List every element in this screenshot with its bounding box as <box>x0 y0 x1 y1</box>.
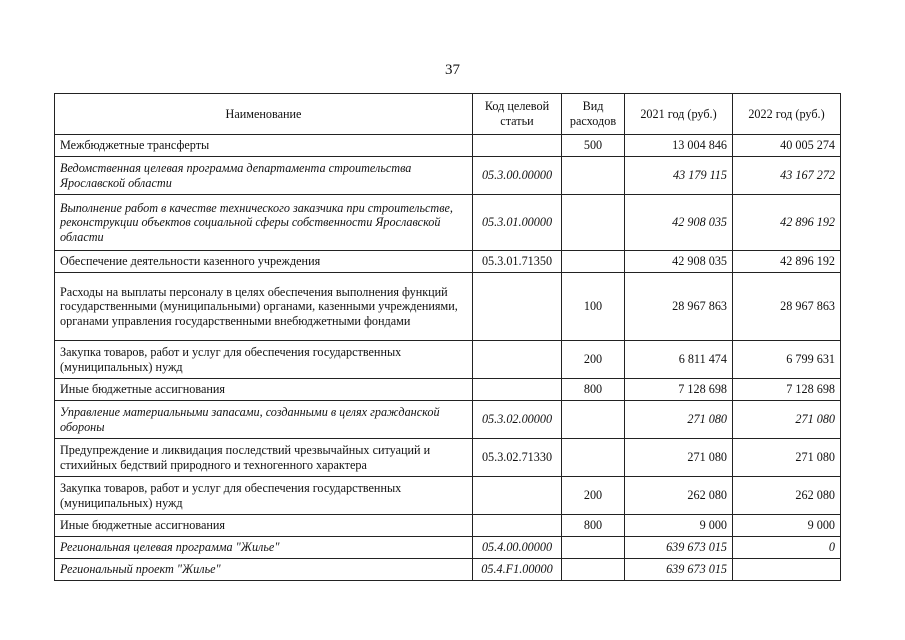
row-kind <box>562 157 625 195</box>
table-header-row <box>55 94 841 135</box>
row-code <box>473 379 562 401</box>
header-kind: Вид расходов <box>562 94 625 135</box>
row-2021: 42 908 035 <box>625 251 733 273</box>
row-2021: 28 967 863 <box>625 273 733 341</box>
table-row <box>55 135 841 157</box>
row-2022: 271 080 <box>733 401 841 439</box>
row-2021: 6 811 474 <box>625 341 733 379</box>
row-2021: 271 080 <box>625 439 733 477</box>
row-2022: 0 <box>733 537 841 559</box>
row-kind: 200 <box>562 477 625 515</box>
row-code: 05.3.02.00000 <box>473 401 562 439</box>
table-row <box>55 379 841 401</box>
row-name: Иные бюджетные ассигнования <box>55 515 473 537</box>
row-2021: 42 908 035 <box>625 195 733 251</box>
header-2021: 2021 год (руб.) <box>625 94 733 135</box>
page-number: 37 <box>445 62 460 78</box>
row-kind <box>562 537 625 559</box>
row-name: Ведомственная целевая программа департамента строительства Ярославской области <box>55 157 473 195</box>
row-code <box>473 515 562 537</box>
row-kind <box>562 251 625 273</box>
row-name: Предупреждение и ликвидация последствий чрезвычайных ситуаций и стихийных бедствий природного и техногенного характера <box>55 439 473 477</box>
row-kind: 500 <box>562 135 625 157</box>
row-code <box>473 477 562 515</box>
row-code: 05.3.00.00000 <box>473 157 562 195</box>
row-2021: 262 080 <box>625 477 733 515</box>
row-2021: 639 673 015 <box>625 559 733 581</box>
row-code <box>473 341 562 379</box>
table-row <box>55 157 841 195</box>
row-code: 05.4.00.00000 <box>473 537 562 559</box>
row-2022: 271 080 <box>733 439 841 477</box>
table-row <box>55 273 841 341</box>
row-2022: 6 799 631 <box>733 341 841 379</box>
row-kind <box>562 559 625 581</box>
row-2022 <box>733 559 841 581</box>
row-name: Закупка товаров, работ и услуг для обеспечения государственных (муниципальных) нужд <box>55 341 473 379</box>
row-2021: 43 179 115 <box>625 157 733 195</box>
table-row <box>55 195 841 251</box>
row-2022: 28 967 863 <box>733 273 841 341</box>
row-code: 05.3.01.71350 <box>473 251 562 273</box>
budget-table <box>54 93 841 581</box>
row-name: Выполнение работ в качестве технического заказчика при строительстве, реконструкции объектов социальной сферы собственности Ярославской области <box>55 195 473 251</box>
row-2022: 262 080 <box>733 477 841 515</box>
table-row <box>55 515 841 537</box>
table-row <box>55 401 841 439</box>
row-name: Закупка товаров, работ и услуг для обеспечения государственных (муниципальных) нужд <box>55 477 473 515</box>
row-code <box>473 135 562 157</box>
row-2021: 7 128 698 <box>625 379 733 401</box>
row-kind <box>562 401 625 439</box>
row-2021: 9 000 <box>625 515 733 537</box>
row-code: 05.3.02.71330 <box>473 439 562 477</box>
row-2021: 639 673 015 <box>625 537 733 559</box>
row-code: 05.3.01.00000 <box>473 195 562 251</box>
header-code: Код целевой статьи <box>473 94 562 135</box>
header-name: Наименование <box>55 94 473 135</box>
table-row <box>55 477 841 515</box>
row-name: Управление материальными запасами, созданными в целях гражданской обороны <box>55 401 473 439</box>
row-kind <box>562 195 625 251</box>
row-2022: 43 167 272 <box>733 157 841 195</box>
row-code <box>473 273 562 341</box>
table-row <box>55 341 841 379</box>
table-row <box>55 251 841 273</box>
row-2022: 40 005 274 <box>733 135 841 157</box>
row-name: Межбюджетные трансферты <box>55 135 473 157</box>
row-name: Обеспечение деятельности казенного учреждения <box>55 251 473 273</box>
row-name: Региональная целевая программа "Жилье" <box>55 537 473 559</box>
row-name: Иные бюджетные ассигнования <box>55 379 473 401</box>
row-kind: 200 <box>562 341 625 379</box>
row-2021: 271 080 <box>625 401 733 439</box>
row-2022: 9 000 <box>733 515 841 537</box>
row-kind: 800 <box>562 515 625 537</box>
row-name: Региональный проект "Жилье" <box>55 559 473 581</box>
row-kind: 100 <box>562 273 625 341</box>
table-row <box>55 537 841 559</box>
row-2022: 42 896 192 <box>733 195 841 251</box>
header-2022: 2022 год (руб.) <box>733 94 841 135</box>
row-kind <box>562 439 625 477</box>
row-2022: 42 896 192 <box>733 251 841 273</box>
table-row <box>55 439 841 477</box>
row-code: 05.4.F1.00000 <box>473 559 562 581</box>
row-name: Расходы на выплаты персоналу в целях обеспечения выполнения функций государственными (муниципальными) органами, казенными учреждениями, органами управления государственными внебюджетными фондами <box>55 273 473 341</box>
row-2022: 7 128 698 <box>733 379 841 401</box>
table-row <box>55 559 841 581</box>
row-2021: 13 004 846 <box>625 135 733 157</box>
row-kind: 800 <box>562 379 625 401</box>
